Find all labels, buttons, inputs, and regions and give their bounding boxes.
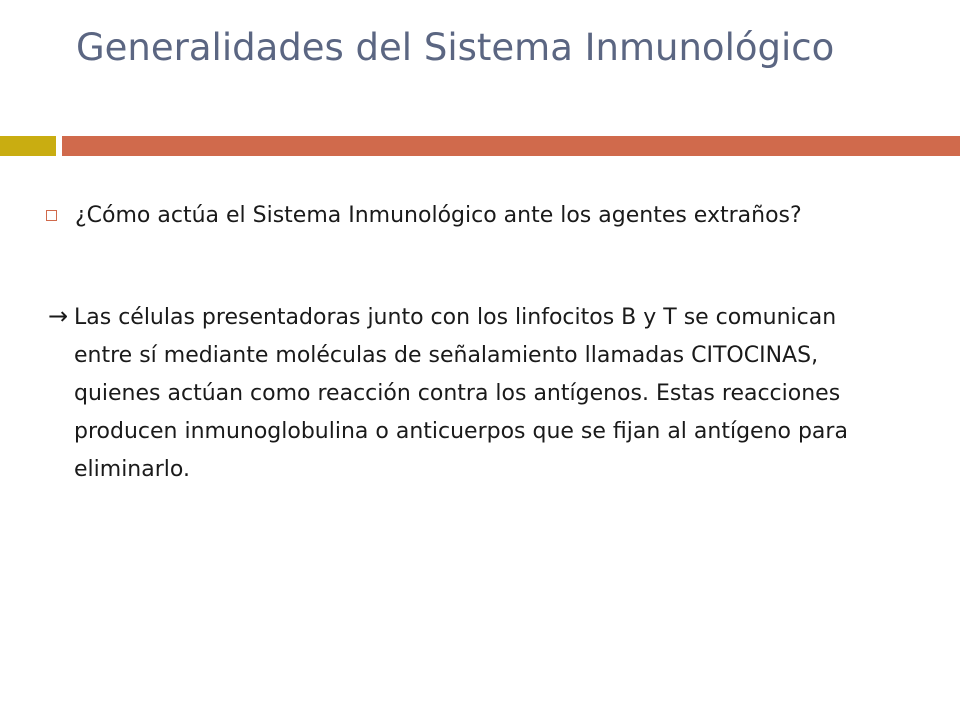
- explanation-paragraph: [48, 297, 888, 489]
- square-bullet-icon: [46, 210, 57, 221]
- explanation-text: Las células presentadoras junto con los linfocitos B y T se comunican entre sí mediante moléculas de señalamiento llamadas CITOCINAS, quienes actúan como reacción contra los antígenos. Estas reacciones producen inmunoglobulina o anticuerpos que se fijan al antígeno para eliminarlo.: [74, 305, 848, 482]
- title-underline-bar: [62, 136, 960, 156]
- bullet-item: [46, 197, 846, 235]
- right-arrow-icon: →: [48, 302, 69, 330]
- bullet-question-text: ¿Cómo actúa el Sistema Inmunológico ante los agentes extraños?: [75, 203, 802, 228]
- slide-title: Generalidades del Sistema Inmunológico: [76, 26, 835, 69]
- explanation-line: [48, 297, 888, 489]
- title-accent-block: [0, 136, 56, 156]
